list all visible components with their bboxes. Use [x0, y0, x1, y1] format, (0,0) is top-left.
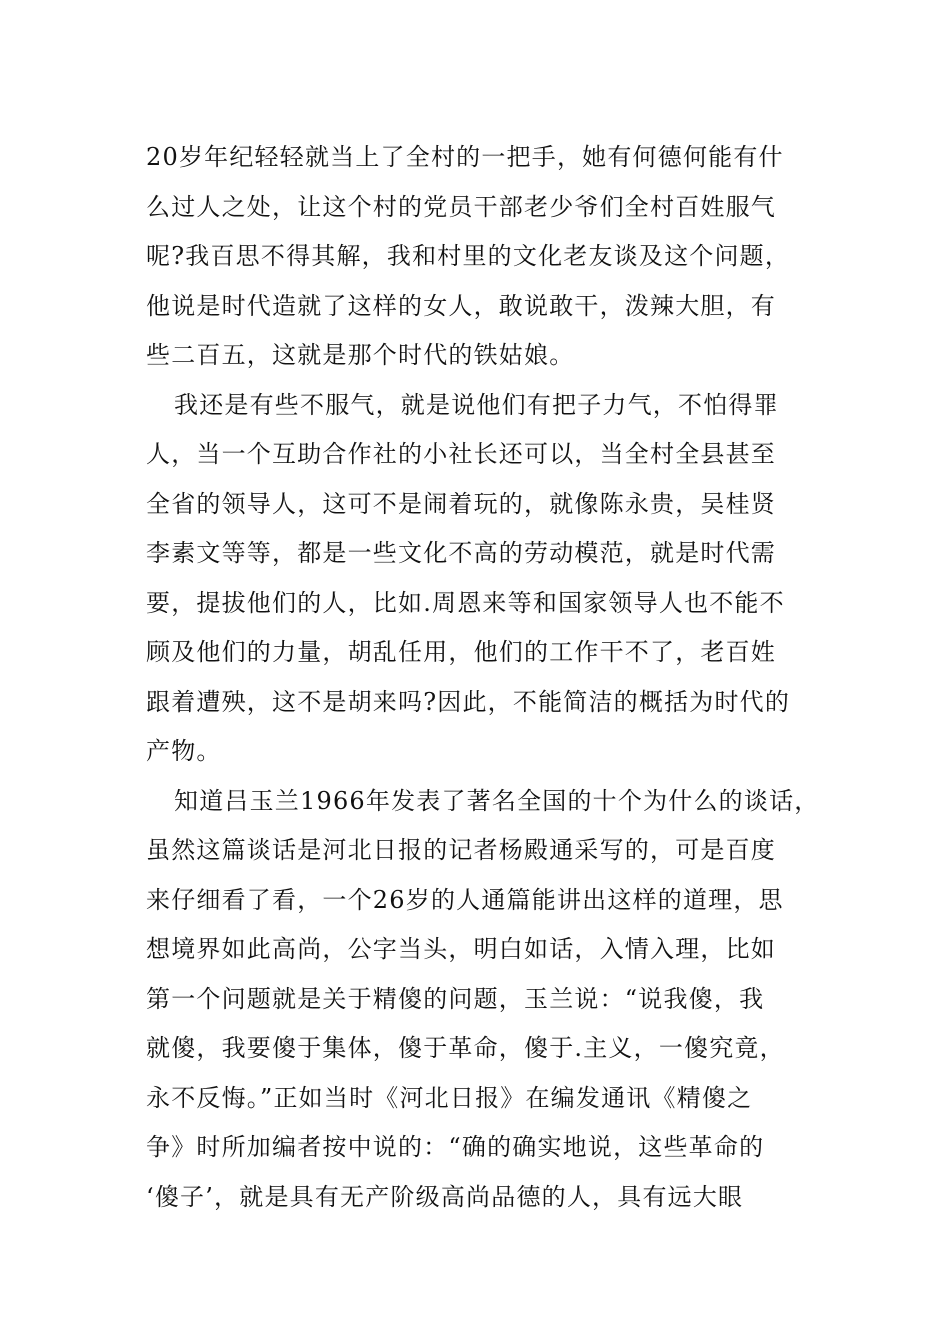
text-line: 些二百五，这就是那个时代的铁姑娘。 [146, 341, 575, 369]
text-line: 李素文等等，都是一些文化不高的劳动模范，就是时代需 [146, 539, 776, 567]
text-line: 第一个问题就是关于精傻的问题，玉兰说：“说我傻，我 [146, 984, 765, 1013]
text-line: 争》时所加编者按中说的：“确的确实地说，这些革命的 [146, 1133, 765, 1161]
text-line: 就傻，我要傻于集体，傻于革命，傻于.主义，一傻究竟， [146, 1034, 785, 1062]
text-line: 知道吕玉兰1966年发表了著名全国的十个为什么的谈话， [174, 786, 820, 815]
text-line: 20岁年纪轻轻就当上了全村的一把手，她有何德何能有什 [146, 143, 784, 171]
text-line: 全省的领导人，这可不是闹着玩的，就像陈永贵，吴桂贤 [146, 489, 776, 518]
text-line: 来仔细看了看，一个26岁的人通篇能讲出这样的道理，思 [146, 885, 784, 914]
body-text [146, 133, 836, 1222]
text-line: 要，提拔他们的人，比如.周恩来等和国家领导人也不能不 [146, 588, 785, 617]
text-line: 永不反悔。”正如当时《河北日报》在编发通讯《精傻之 [146, 1083, 753, 1112]
text-line: 顾及他们的力量，胡乱任用，他们的工作干不了，老百姓 [146, 638, 776, 666]
text-line: 么过人之处，让这个村的党员干部老少爷们全村百姓服气 [146, 192, 776, 221]
text-line: 产物。 [146, 737, 222, 765]
text-line: 虽然这篇谈话是河北日报的记者杨殿通采写的，可是百度 [146, 836, 776, 864]
text-line: 想境界如此高尚，公字当头，明白如话，入情入理，比如 [146, 935, 776, 963]
text-line: 跟着遭殃，这不是胡来吗?因此，不能简洁的概括为时代的 [146, 687, 791, 716]
text-line: ‘傻子’，就是具有无产阶级高尚品德的人，具有远大眼 [146, 1182, 744, 1211]
text-line: 我还是有些不服气，就是说他们有把子力气，不怕得罪 [174, 390, 779, 419]
text-line: 他说是时代造就了这样的女人，敢说敢干，泼辣大胆，有 [146, 291, 776, 320]
text-line: 人，当一个互助合作社的小社长还可以，当全村全县甚至 [146, 440, 776, 468]
text-line: 呢?我百思不得其解，我和村里的文化老友谈及这个问题， [146, 242, 791, 270]
